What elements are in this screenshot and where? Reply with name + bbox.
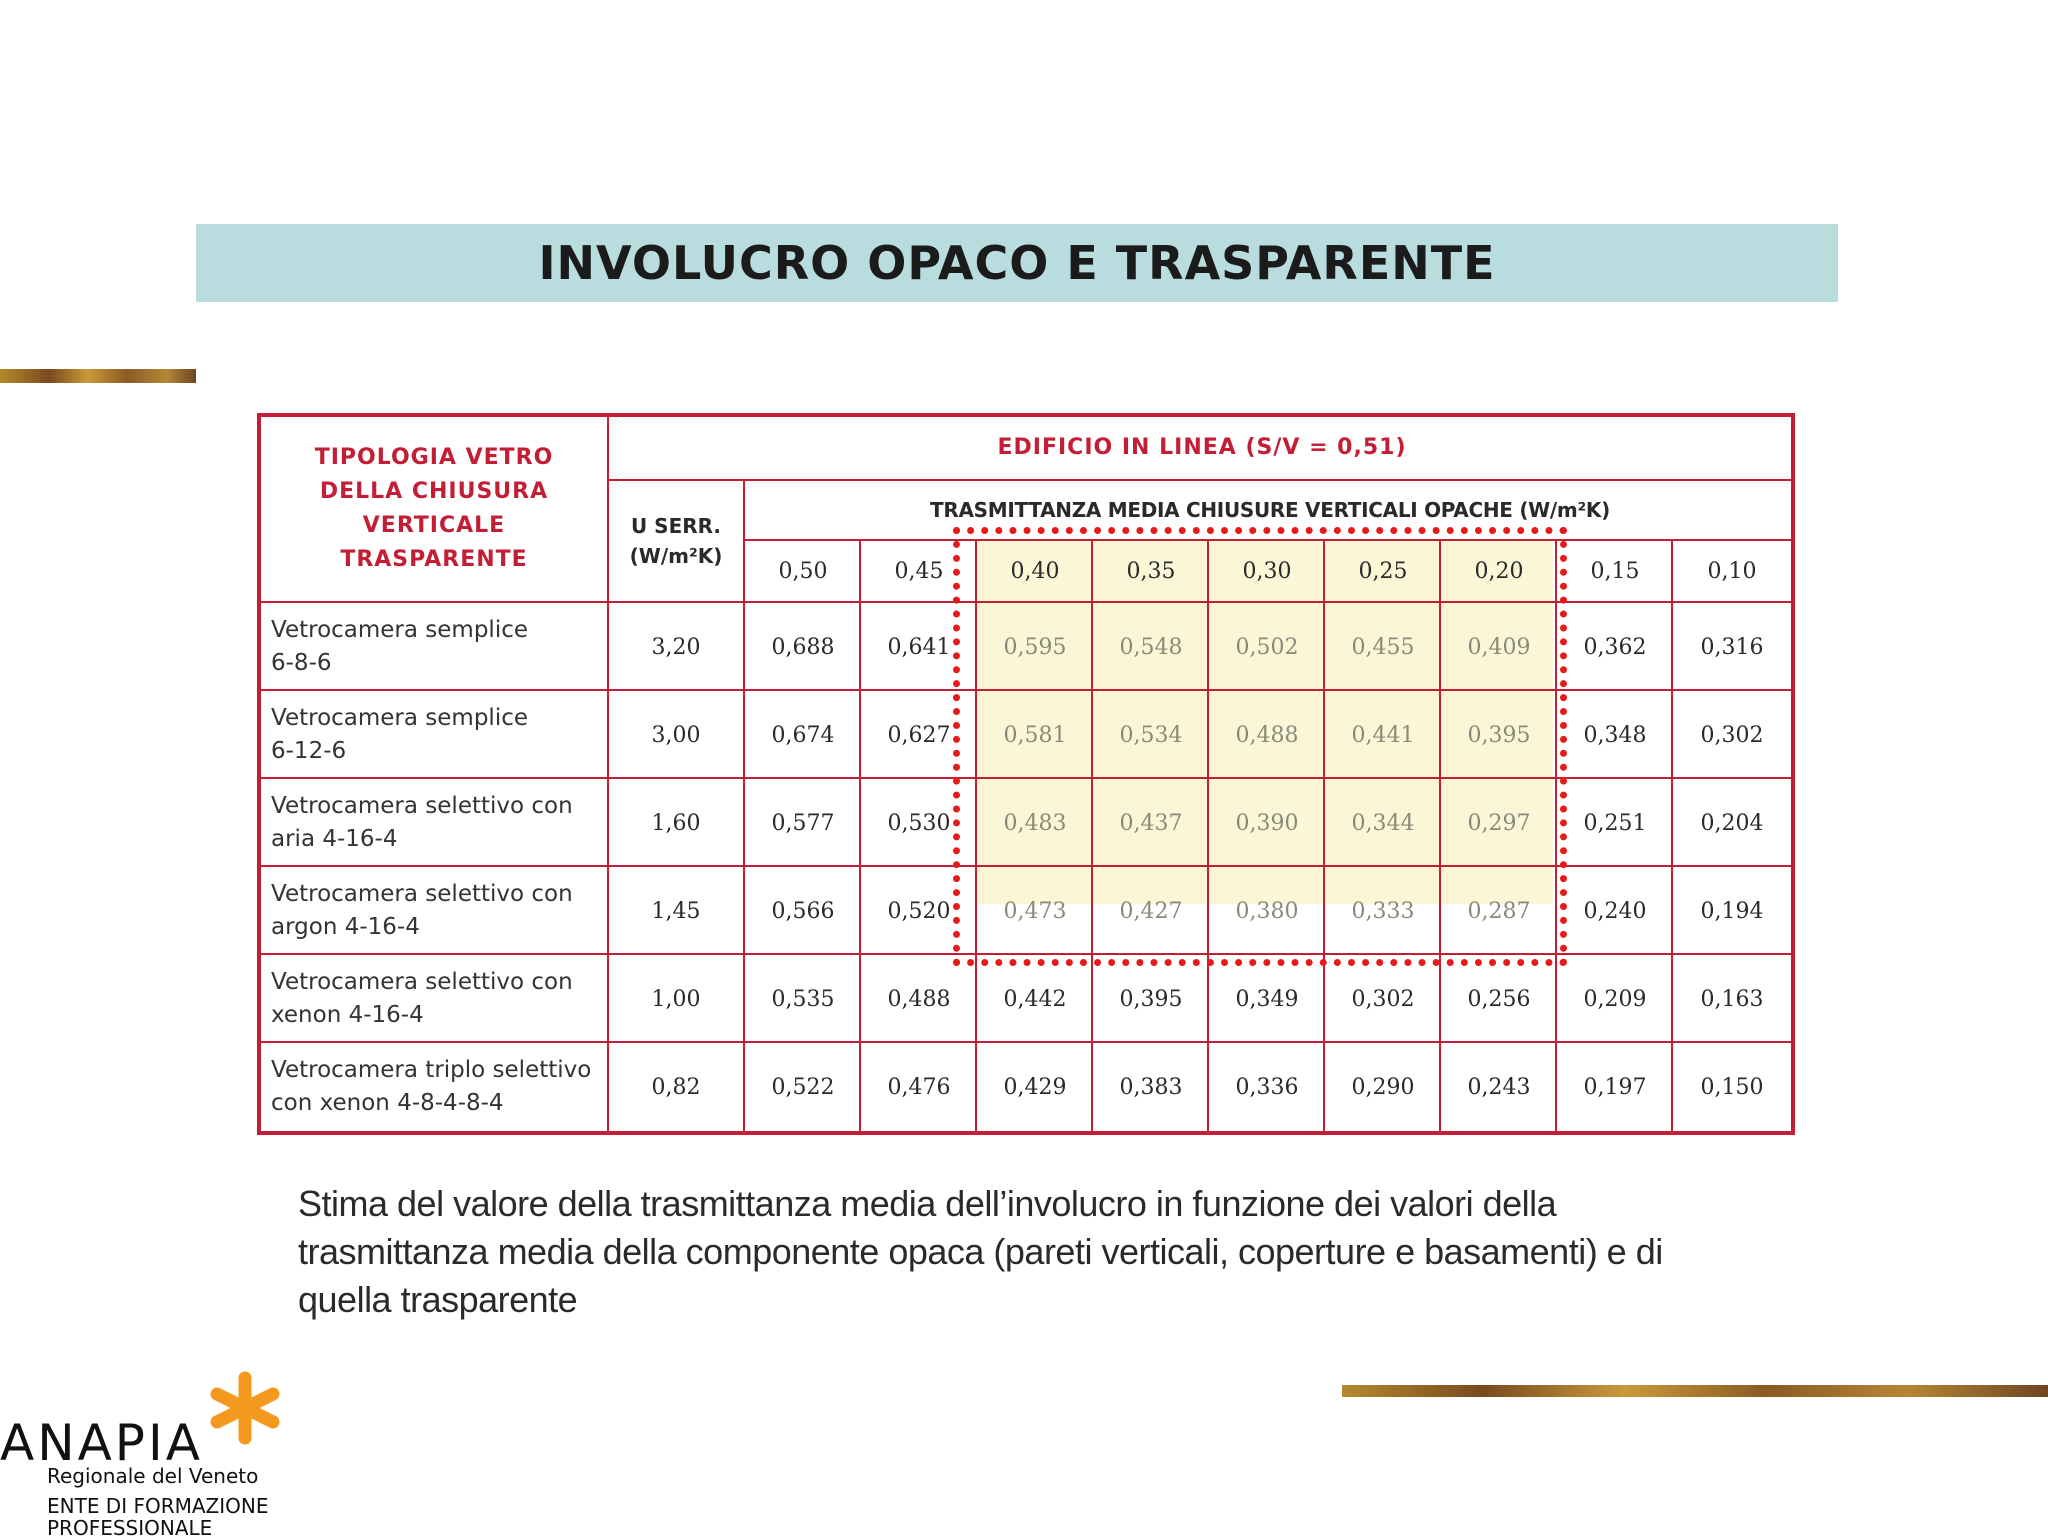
u-serr-cell: 3,20 <box>651 634 701 660</box>
table-cell: 0,287 <box>1467 898 1531 924</box>
table-cell: 0,502 <box>1235 634 1299 660</box>
table-cell: 0,476 <box>887 1074 951 1100</box>
column-header: 0,15 <box>1590 558 1640 584</box>
column-header: 0,30 <box>1242 558 1292 584</box>
table-cell: 0,535 <box>771 986 835 1012</box>
table-cell: 0,641 <box>887 634 951 660</box>
table-cell: 0,362 <box>1583 634 1647 660</box>
table-cell: 0,333 <box>1351 898 1415 924</box>
table-cell: 0,251 <box>1583 810 1647 836</box>
grid-line <box>261 777 1795 779</box>
table-cell: 0,209 <box>1583 986 1647 1012</box>
column-header: 0,45 <box>894 558 944 584</box>
table-caption: Stima del valore della trasmittanza media dell’involucro in funzione dei valori della trasmittanza media della componente opaca (pareti verticali, coperture e basamenti) e di quella trasparente <box>298 1183 1663 1320</box>
decorative-stripe-right <box>1342 1385 2048 1397</box>
table-cell: 0,442 <box>1003 986 1067 1012</box>
table-cell: 0,688 <box>771 634 835 660</box>
table-cell: 0,488 <box>1235 722 1299 748</box>
table-cell: 0,441 <box>1351 722 1415 748</box>
column-header: 0,50 <box>778 558 828 584</box>
table-cell: 0,204 <box>1700 810 1764 836</box>
grid-line <box>261 1041 1795 1043</box>
grid-line <box>261 601 1795 603</box>
table-cell: 0,427 <box>1119 898 1183 924</box>
table-cell: 0,302 <box>1351 986 1415 1012</box>
asterisk-logo-icon <box>205 1368 285 1448</box>
table-cell: 0,383 <box>1119 1074 1183 1100</box>
table-cell: 0,163 <box>1700 986 1764 1012</box>
table-cell: 0,409 <box>1467 634 1531 660</box>
u-serr-header: U SERR. (W/m²K) <box>629 514 723 568</box>
grid-line <box>743 539 1795 541</box>
table-cell: 0,316 <box>1700 634 1764 660</box>
column-header: 0,35 <box>1126 558 1176 584</box>
table-cell: 0,577 <box>771 810 835 836</box>
column-header: 0,25 <box>1358 558 1408 584</box>
logo-name: ANAPIA <box>0 1414 203 1472</box>
row-label: Vetrocamera semplice 6-12-6 <box>271 705 529 764</box>
grid-line <box>607 417 609 1131</box>
transmittance-table <box>257 413 1795 1135</box>
table-cell: 0,520 <box>887 898 951 924</box>
table-cell: 0,455 <box>1351 634 1415 660</box>
column-header: 0,10 <box>1707 558 1757 584</box>
table-cell: 0,581 <box>1003 722 1067 748</box>
table-cell: 0,256 <box>1467 986 1531 1012</box>
u-serr-cell: 1,45 <box>651 898 701 924</box>
row-label: Vetrocamera selettivo con argon 4-16-4 <box>271 881 573 940</box>
slide-title: INVOLUCRO OPACO E TRASPARENTE <box>538 236 1496 290</box>
table-cell: 0,595 <box>1003 634 1067 660</box>
column-header: 0,40 <box>1010 558 1060 584</box>
table-cell: 0,380 <box>1235 898 1299 924</box>
table-cell: 0,429 <box>1003 1074 1067 1100</box>
table-cell: 0,522 <box>771 1074 835 1100</box>
table-cell: 0,548 <box>1119 634 1183 660</box>
u-serr-cell: 3,00 <box>651 722 701 748</box>
logo-tagline: ENTE DI FORMAZIONE PROFESSIONALE <box>47 1494 269 1540</box>
grid-line <box>607 479 1795 481</box>
row-label: Vetrocamera selettivo con xenon 4-16-4 <box>271 969 573 1028</box>
table-cell: 0,530 <box>887 810 951 836</box>
table-cell: 0,243 <box>1467 1074 1531 1100</box>
logo-subtitle: Regionale del Veneto <box>47 1464 259 1488</box>
row-label: Vetrocamera semplice 6-8-6 <box>271 617 529 676</box>
table-cell: 0,483 <box>1003 810 1067 836</box>
column-header: 0,20 <box>1474 558 1524 584</box>
u-serr-cell: 1,60 <box>651 810 701 836</box>
table-cell: 0,349 <box>1235 986 1299 1012</box>
table-cell: 0,150 <box>1700 1074 1764 1100</box>
table-cell: 0,473 <box>1003 898 1067 924</box>
table-cell: 0,297 <box>1467 810 1531 836</box>
grid-line <box>261 953 1795 955</box>
grid-line <box>743 479 745 1131</box>
table-cell: 0,197 <box>1583 1074 1647 1100</box>
table-cell: 0,290 <box>1351 1074 1415 1100</box>
table-cell: 0,240 <box>1583 898 1647 924</box>
table-cell: 0,390 <box>1235 810 1299 836</box>
table-cell: 0,566 <box>771 898 835 924</box>
row-label: Vetrocamera selettivo con aria 4-16-4 <box>271 793 573 852</box>
row-label: Vetrocamera triplo selettivo con xenon 4-8-4-8-4 <box>271 1057 592 1116</box>
table-cell: 0,302 <box>1700 722 1764 748</box>
table-cell: 0,674 <box>771 722 835 748</box>
table-cell: 0,348 <box>1583 722 1647 748</box>
slide-title-bar <box>196 224 1838 302</box>
table-cell: 0,488 <box>887 986 951 1012</box>
corner-header: TIPOLOGIA VETRO DELLA CHIUSURA VERTICALE TRASPARENTE <box>314 445 554 572</box>
table-cell: 0,344 <box>1351 810 1415 836</box>
grid-line <box>261 865 1795 867</box>
decorative-stripe-left <box>0 369 196 383</box>
table-cell: 0,627 <box>887 722 951 748</box>
grid-line <box>261 689 1795 691</box>
anapia-logo <box>0 1368 300 1540</box>
table-cell: 0,437 <box>1119 810 1183 836</box>
u-serr-cell: 0,82 <box>651 1074 701 1100</box>
u-serr-cell: 1,00 <box>651 986 701 1012</box>
table-cell: 0,534 <box>1119 722 1183 748</box>
trasmittanza-header: TRASMITTANZA MEDIA CHIUSURE VERTICALI OPACHE (W/m²K) <box>930 498 1610 522</box>
table-cell: 0,395 <box>1119 986 1183 1012</box>
table-cell: 0,194 <box>1700 898 1764 924</box>
table-cell: 0,336 <box>1235 1074 1299 1100</box>
group-header: EDIFICIO IN LINEA (S/V = 0,51) <box>997 435 1407 460</box>
table-cell: 0,395 <box>1467 722 1531 748</box>
